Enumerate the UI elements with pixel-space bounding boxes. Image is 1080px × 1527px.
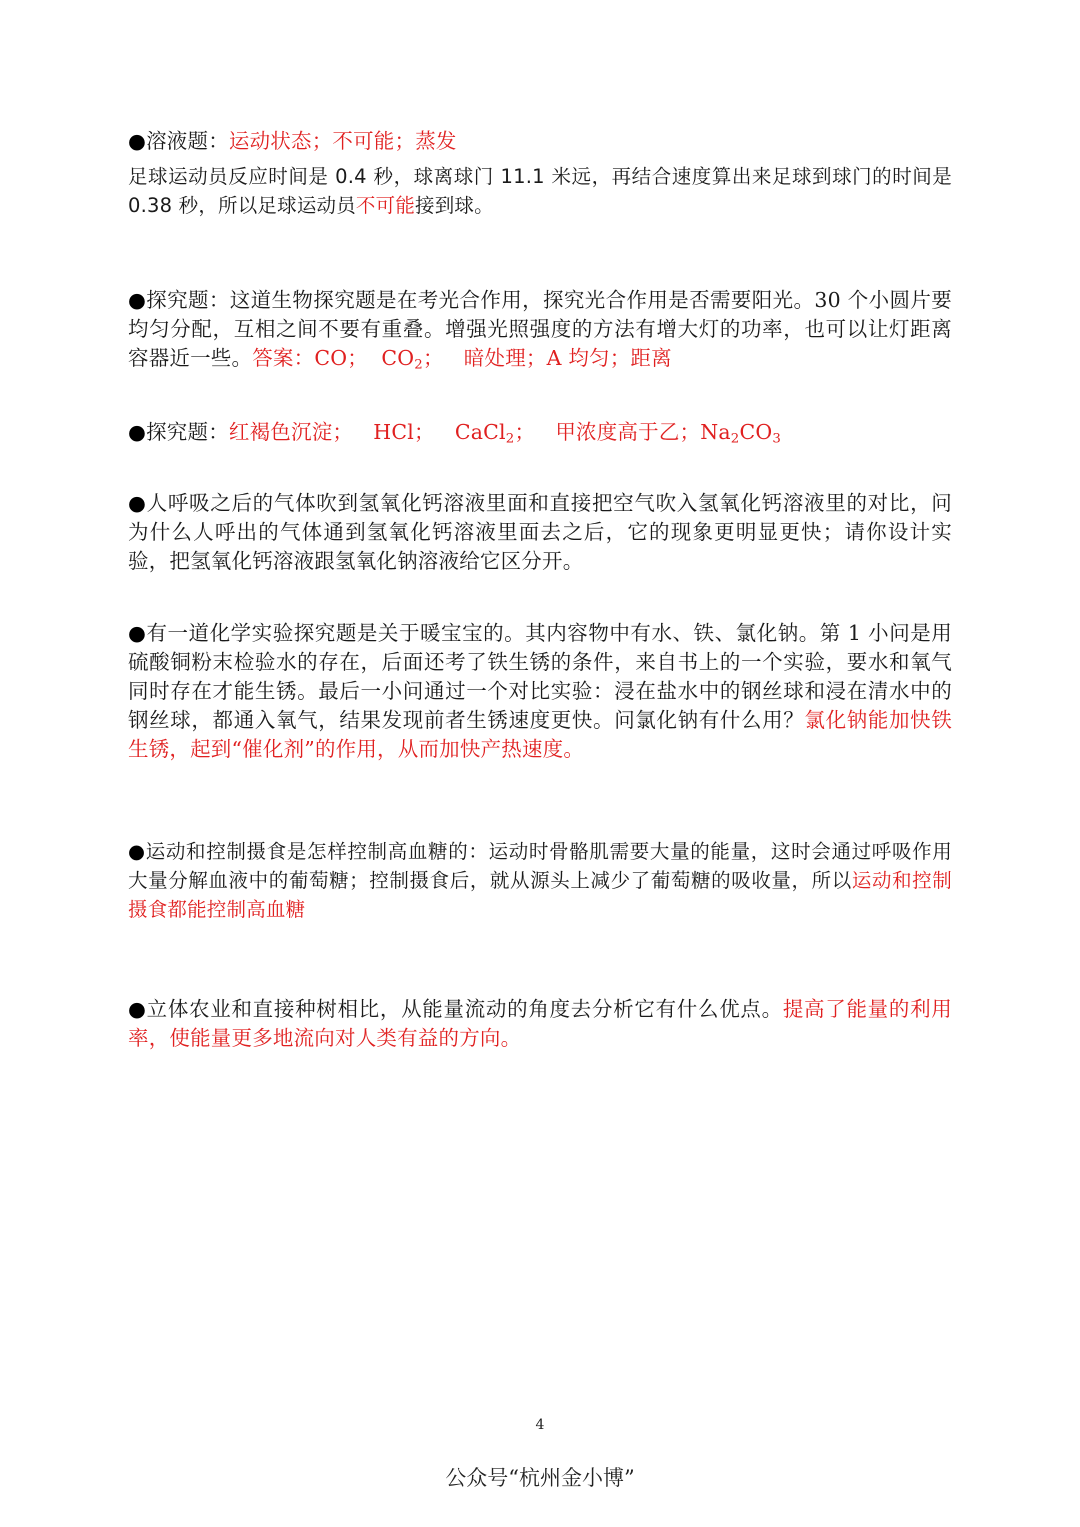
footer-account: 公众号“杭州金小博” [445,1466,635,1490]
answer-4: 甲浓度高于乙； [555,420,701,444]
item-agriculture [128,995,952,1053]
item-hand-warmer [128,619,952,764]
item-text: 这道生物探究题是在考光合作用，探究光合作用是否需要阳光。30 个小圆片要均匀分配，互相之间不要有重叠。增强光照强度的方法有增大灯的功率，也可以让灯距离容器近一些。 [128,288,952,370]
bullet-icon: ● [128,491,147,515]
bullet-icon: ● [128,288,147,312]
detail-answer: 不可能 [355,194,416,217]
item-solution-heading [128,127,952,156]
item-label: 探究题： [146,420,229,444]
page-number: 4 [535,1417,545,1433]
answer-3: CaCl [454,420,506,444]
answer-co2-subscript: 2 [414,357,423,373]
answer-co: CO [314,346,348,370]
answer-5-co: CO [739,420,773,444]
item-answer [228,420,782,447]
bullet-icon: ● [128,621,147,645]
item-text: 运动和控制摄食是怎样控制高血糖的：运动时骨骼肌需要大量的能量，这时会通过呼吸作用大量分解血液中的葡萄糖；控制摄食后，就从源头上减少了葡萄糖的吸收量，所以 [128,840,952,892]
item-answer: 运动和控制摄食都能控制高血糖 [128,869,952,921]
answer-2: HCl； [373,420,435,444]
bullet-icon: ● [128,997,147,1021]
item-blood-sugar [128,837,952,924]
item-text: 立体农业和直接种树相比，从能量流动的角度去分析它有什么优点。 [146,997,783,1021]
item-label: 探究题： [146,288,230,312]
answer-co2: CO [381,346,415,370]
answer-1: 红褐色沉淀； [228,420,354,444]
answer-rest: 暗处理；A 均匀；距离 [463,346,672,370]
item-answer: 氯化钠能加快铁生锈，起到“催化剂”的作用，从而加快产热速度。 [128,708,952,761]
answer-3-sep: ； [514,420,536,444]
item-answer: 提高了能量的利用率，使能量更多地流向对人类有益的方向。 [128,997,952,1050]
item-label: 溶液题： [146,129,229,153]
answer-5-sub2: 3 [772,431,782,447]
item-breathing-experiment [128,489,952,576]
detail-text: 足球运动员反应时间是 0.4 秒，球离球门 11.1 米远，再结合速度算出来足球到球门的时间是 0.38 秒，所以足球运动员 [128,165,952,217]
bullet-icon: ● [128,420,147,444]
answer-5-na: Na [700,420,731,444]
item-answer: 答案：CO； $CO_2$； 暗处理；A 均匀；距离 [252,346,672,373]
item-answer: 运动状态；不可能；蒸发 [228,129,457,153]
answer-3-subscript: 2 [505,431,515,447]
bullet-icon: ● [128,129,147,153]
item-text: 有一道化学实验探究题是关于暖宝宝的。其内容物中有水、铁、氯化钠。第 1 小问是用硫酸铜粉末检验水的存在，后面还考了铁生锈的条件，来自书上的一个实验，要水和氧气同时存在才能生锈。最后一小问通过一个对比实验：浸在盐水中的钢丝球和浸在清水中的钢丝球，都通入氧气，结果发现前者生锈速度更快。问氯化钠有什么用？ [128,621,952,732]
item-text: 人呼吸之后的气体吹到氢氧化钙溶液里面和直接把空气吹入氢氧化钙溶液里的对比，问为什么人呼出的气体通到氢氧化钙溶液里面去之后，它的现象更明显更快；请你设计实验，把氢氧化钙溶液跟氢氧化钠溶液给它区分开。 [128,491,952,573]
answer-label: 答案： [252,346,315,370]
bullet-icon: ● [128,840,146,863]
item-photosynthesis [128,286,952,373]
item-chemistry-answers [128,418,952,447]
detail-text-end: 接到球。 [415,194,494,217]
item-solution-detail [128,162,952,220]
answer-5-sub1: 2 [730,431,740,447]
